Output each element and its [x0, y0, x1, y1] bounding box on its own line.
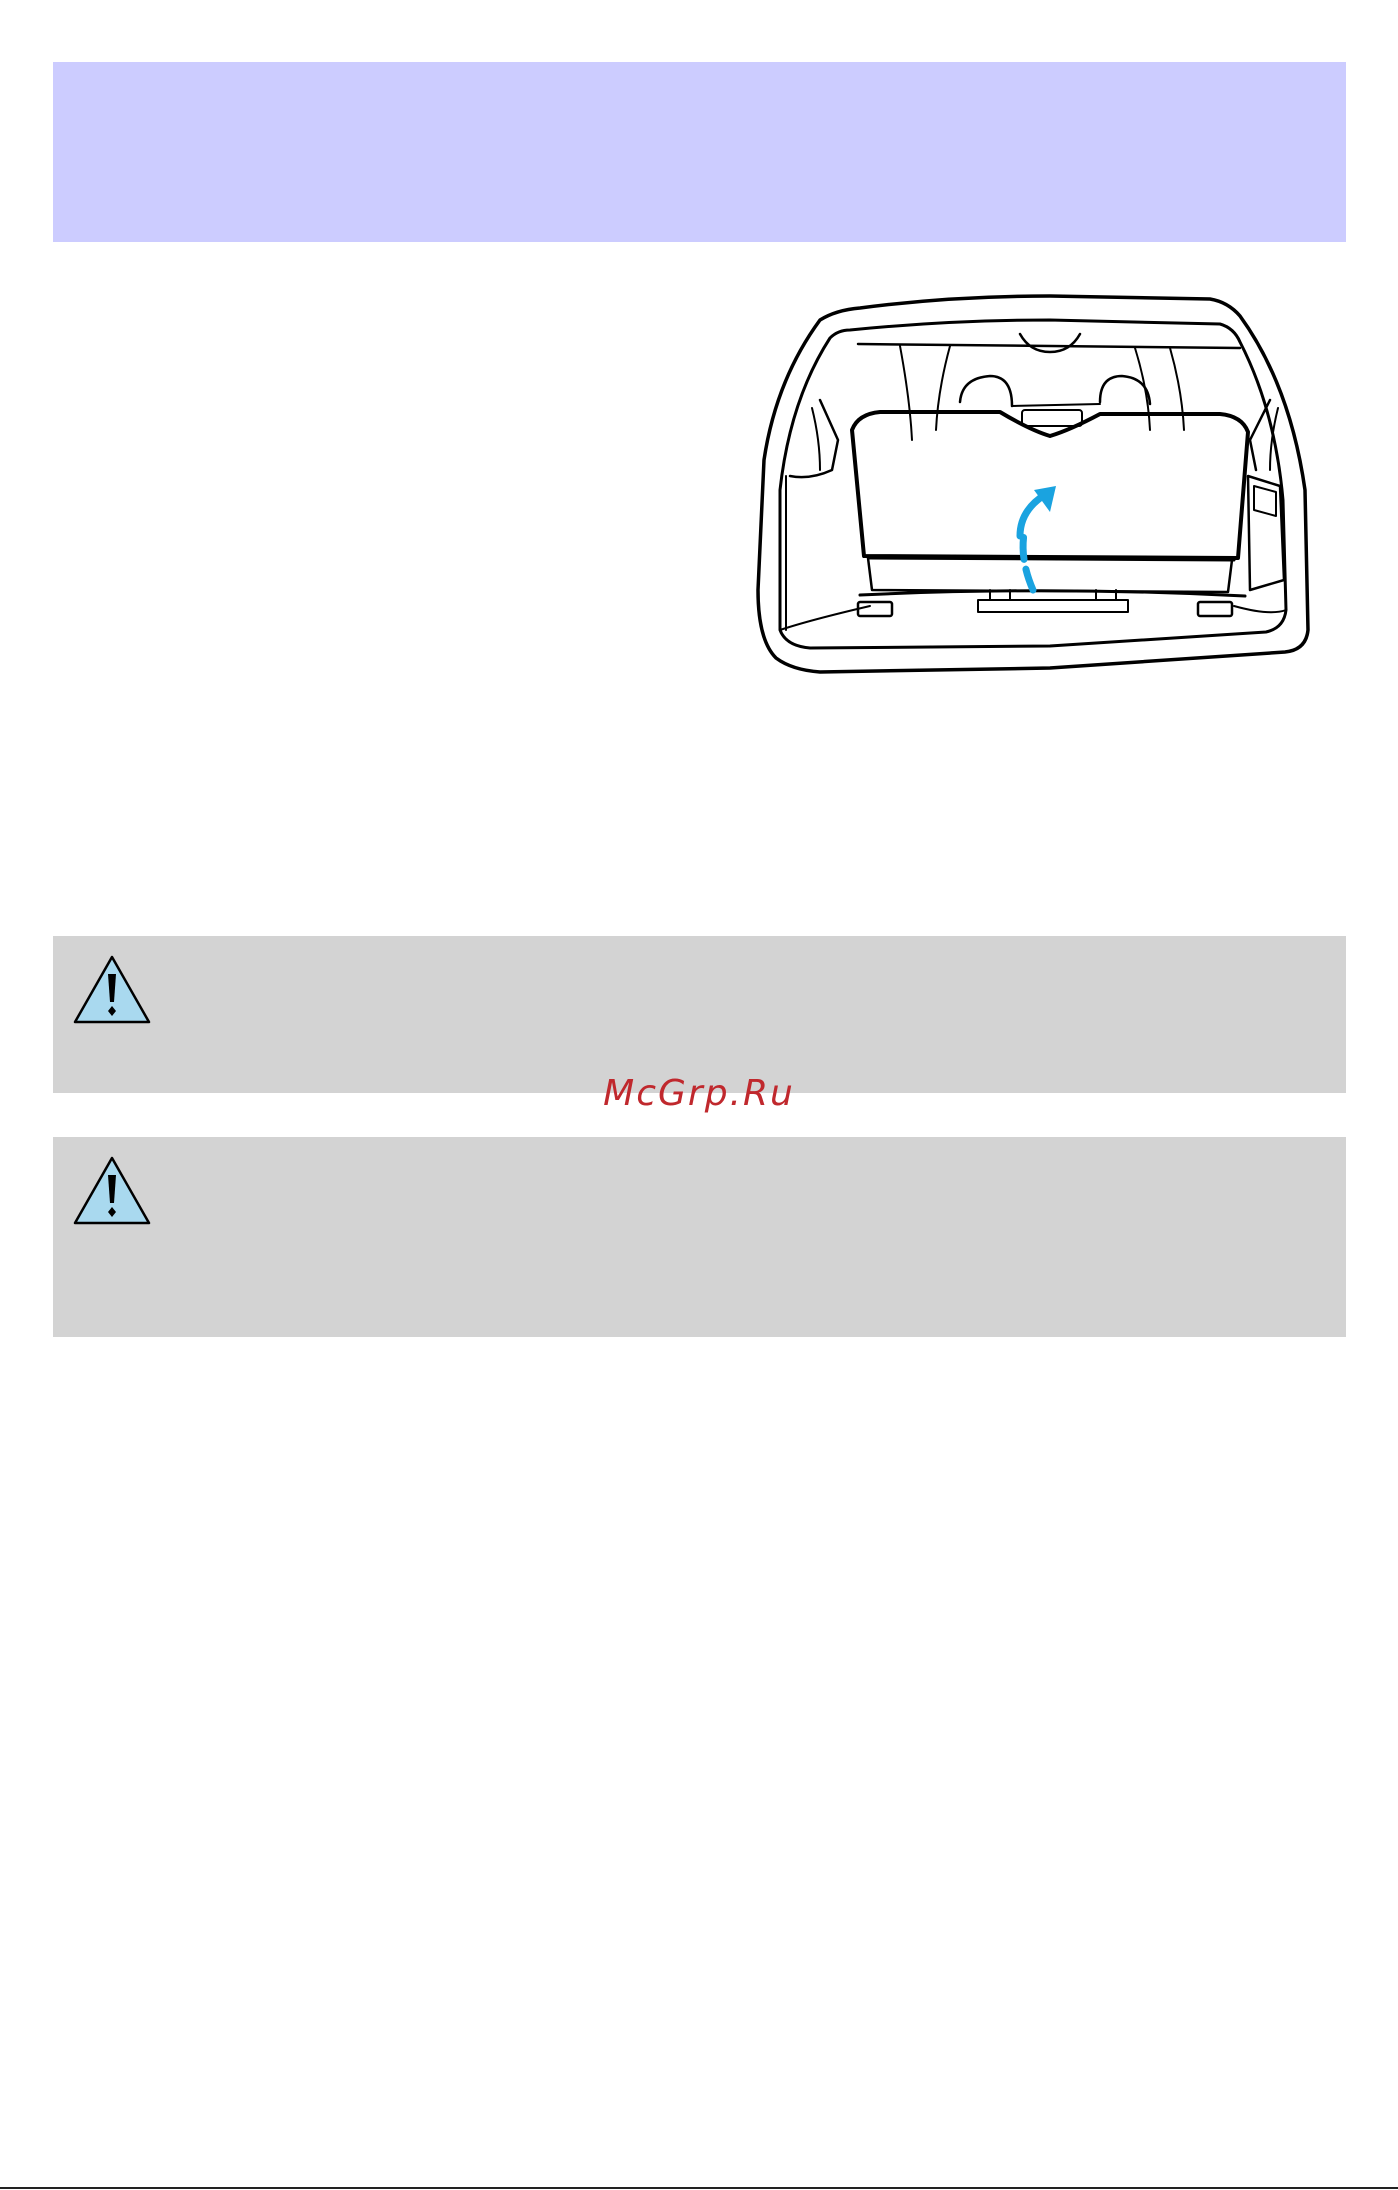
warning-triangle-icon — [72, 1155, 152, 1227]
watermark: McGrp.Ru — [603, 1073, 795, 1114]
header-band — [53, 62, 1346, 242]
bottom-rule — [0, 2187, 1398, 2189]
warning-box-2 — [53, 1137, 1346, 1337]
rear-seat-fold-up-illustration — [750, 290, 1320, 700]
warning-box-1 — [53, 936, 1346, 1093]
warning-triangle-icon — [72, 954, 152, 1026]
